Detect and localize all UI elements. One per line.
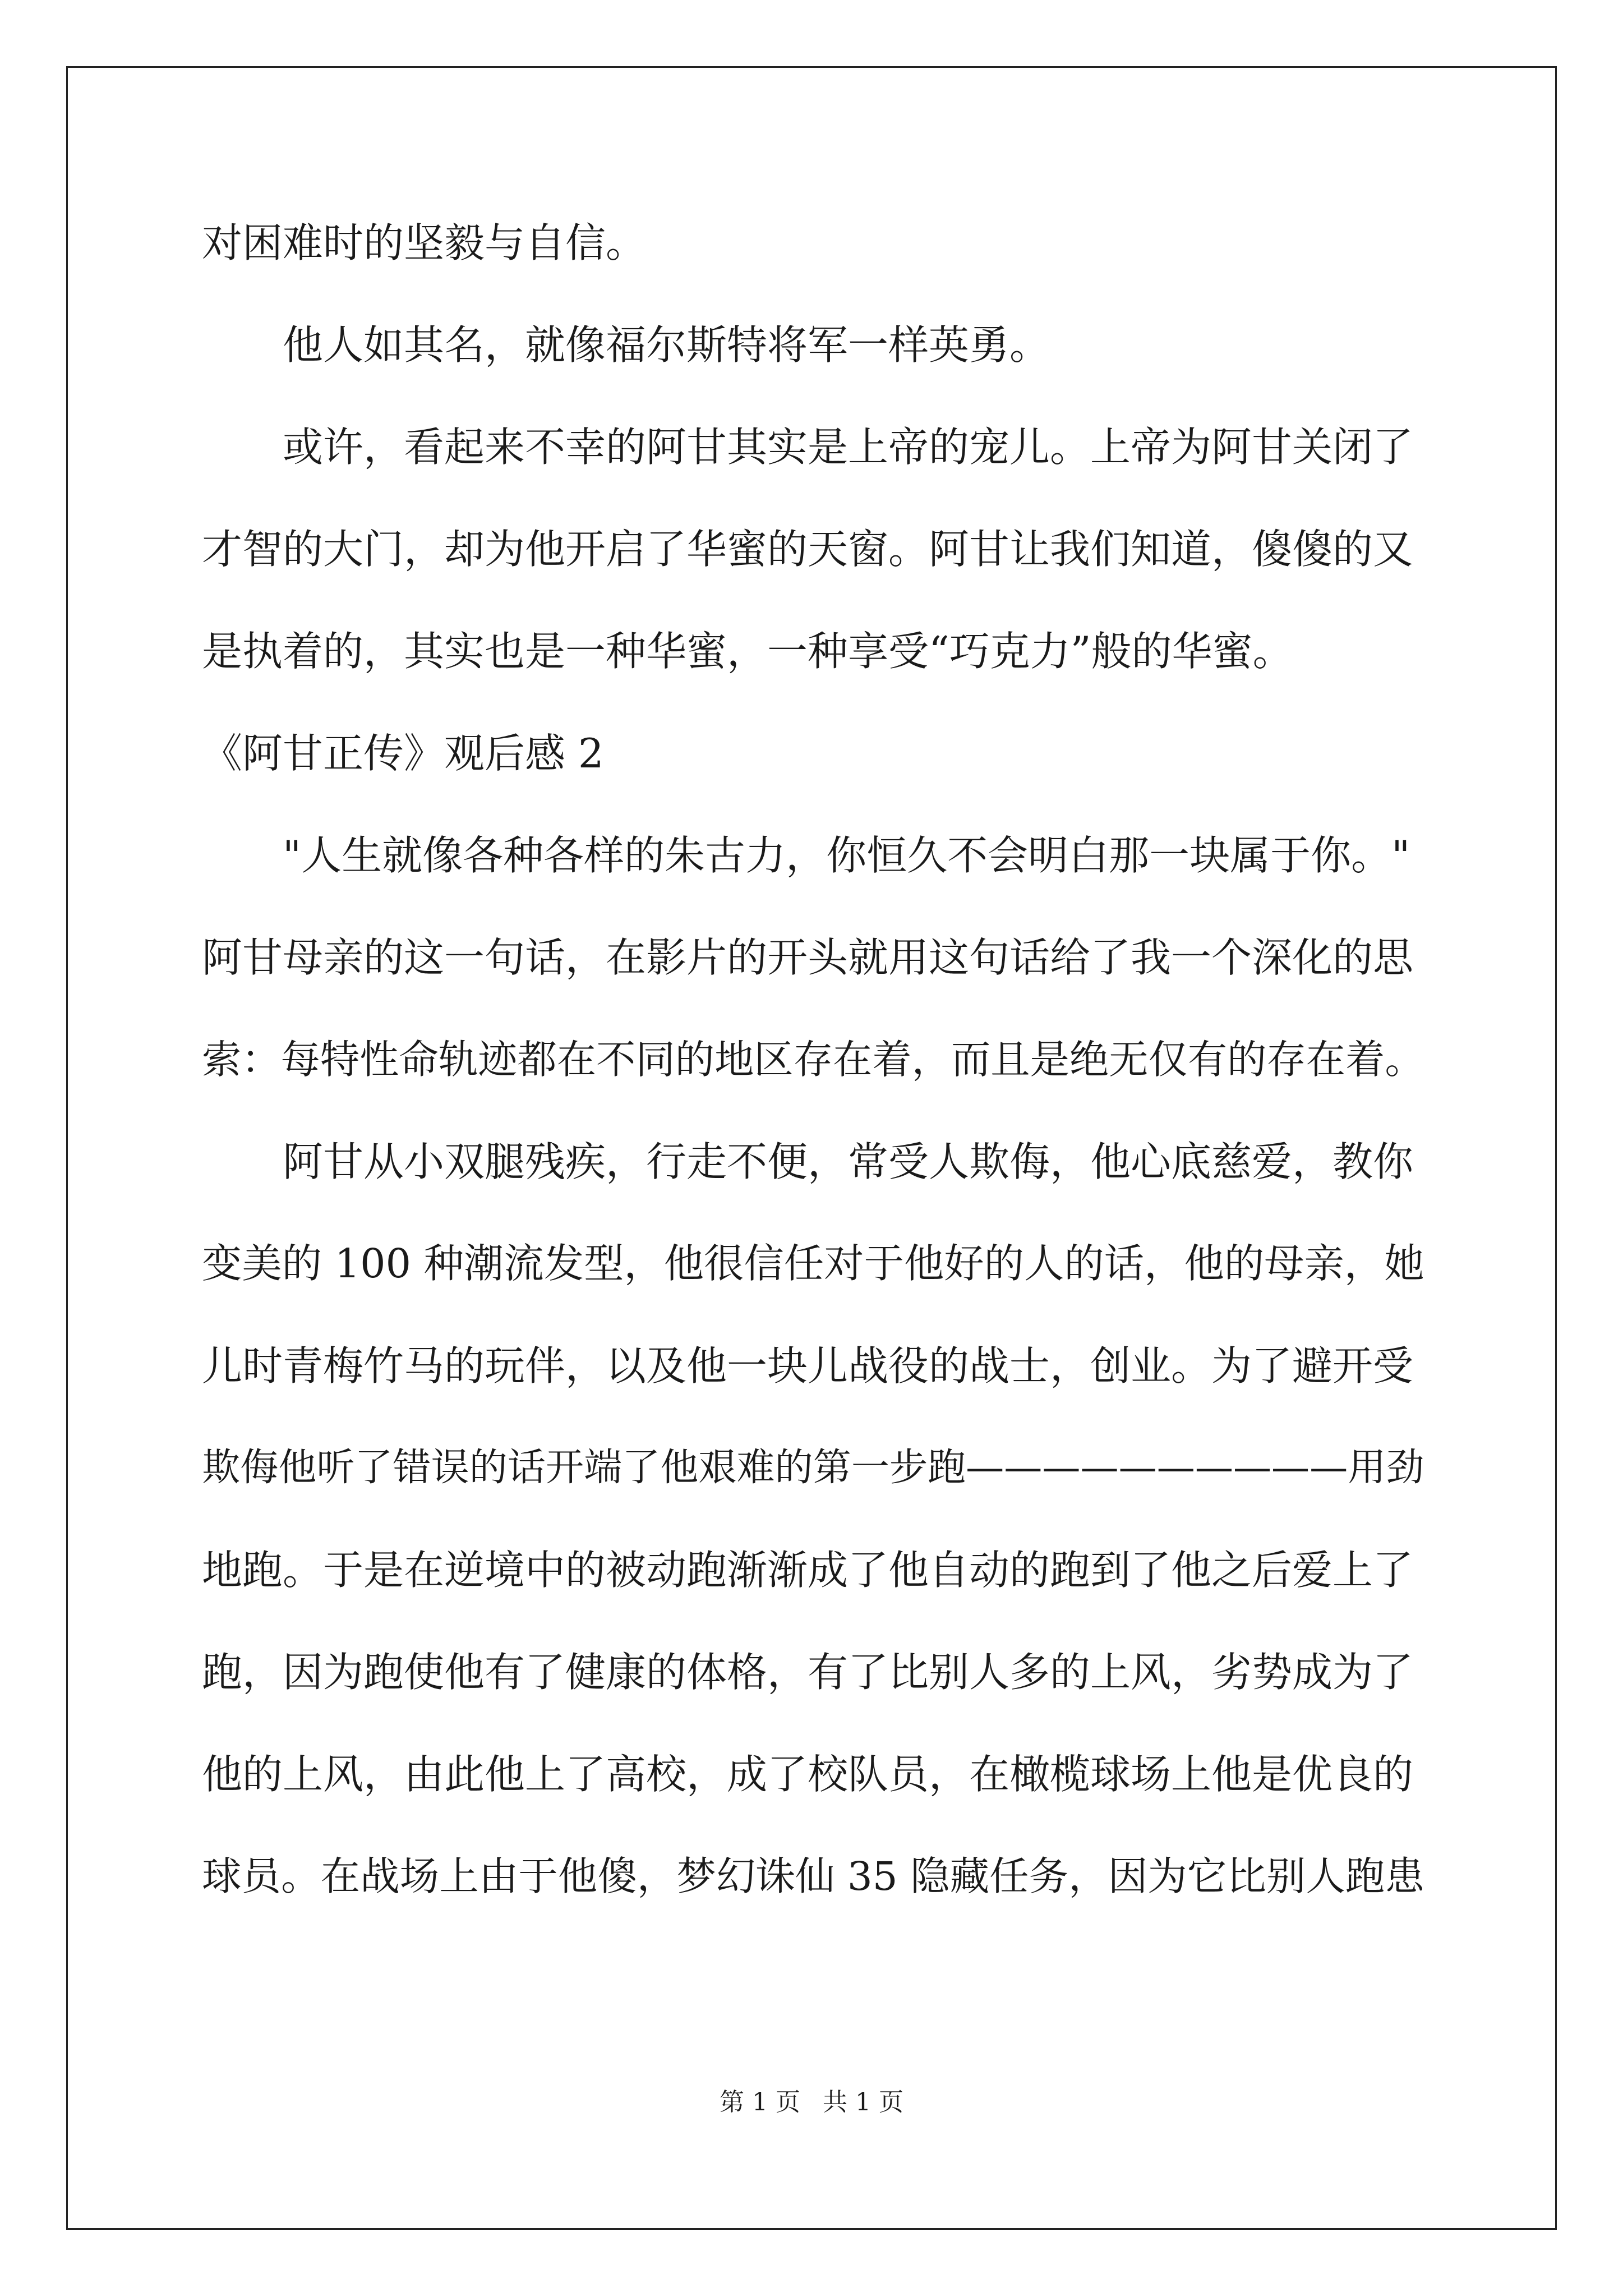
text-line-5: 是执着的，其实也是一种华蜜，一种享受“巧克力”般的华蜜。: [202, 628, 1293, 675]
page-number: 第 1 页: [720, 2088, 800, 2116]
text-line-16: 他的上风，由此他上了高校，成了校队员，在橄榄球场上他是优良的: [202, 1751, 1414, 1798]
text-line-3: 或许，看起来不幸的阿甘其实是上帝的宠儿。上帝为阿甘关闭了: [283, 424, 1414, 471]
text-line-10: 阿甘从小双腿残疾，行走不便，常受人欺侮，他心底慈爱，教你: [283, 1138, 1414, 1185]
text-line-11: 变美的 100 种潮流发型，他很信任对于他好的人的话，他的母亲，她: [202, 1240, 1424, 1287]
text-line-14: 地跑。于是在逆境中的被动跑渐渐成了他自动的跑到了他之后爱上了: [202, 1547, 1414, 1594]
text-line-1: 对困难时的坚毅与自信。: [202, 219, 647, 266]
text-line-2: 他人如其名，就像福尔斯特将军一样英勇。: [283, 321, 1050, 369]
text-line-15: 跑，因为跑使他有了健康的体格，有了比别人多的上风，劣势成为了: [202, 1649, 1414, 1696]
text-line-9: 索：每特性命轨迹都在不同的地区存在着，而且是绝无仅有的存在着。: [202, 1037, 1424, 1083]
text-line-17: 球员。在战场上由于他傻，梦幻诛仙 35 隐藏任务，因为它比别人跑患: [202, 1853, 1424, 1899]
page-total: 共 1 页: [823, 2088, 903, 2116]
text-line-13: 欺侮他听了错误的话开端了他艰难的第一步跑——————————用劲: [202, 1446, 1424, 1490]
page-footer: [0, 2086, 1623, 2119]
text-line-12: 儿时青梅竹马的玩伴，以及他一块儿战役的战士，创业。为了避开受: [202, 1342, 1414, 1389]
text-line-7: "人生就像各种各样的朱古力，你恒久不会明白那一块属于你。": [283, 832, 1410, 879]
section-heading: 《阿甘正传》观后感 2: [202, 730, 604, 777]
document-body: [202, 192, 1424, 1927]
text-line-4: 才智的大门，却为他开启了华蜜的天窗。阿甘让我们知道，傻傻的又: [202, 526, 1414, 573]
text-line-8: 阿甘母亲的这一句话，在影片的开头就用这句话给了我一个深化的思: [202, 934, 1414, 981]
